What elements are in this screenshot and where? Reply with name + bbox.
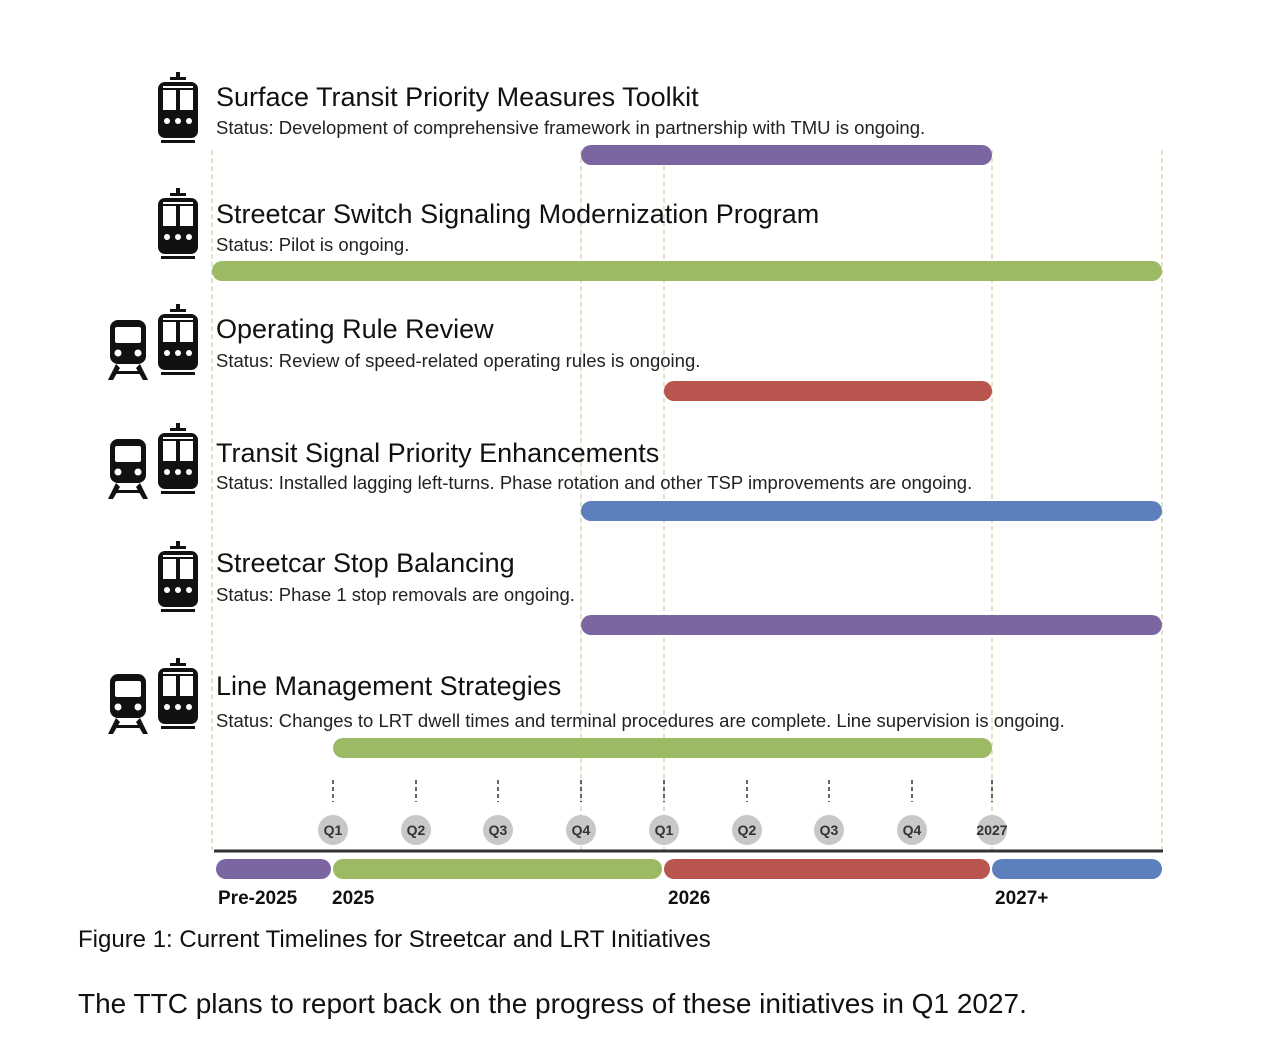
initiative-status: Status: Installed lagging left-turns. Phase rotation and other TSP improvements are ongoing. <box>216 472 973 493</box>
initiative-row <box>158 72 992 165</box>
period-label: 2027+ <box>995 888 1049 909</box>
initiative-status: Status: Review of speed-related operating rules is ongoing. <box>216 350 701 371</box>
streetcar-icon <box>158 188 198 259</box>
quarter-label: Q4 <box>571 822 591 838</box>
quarter-label: Q1 <box>323 822 343 838</box>
initiative-title: Operating Rule Review <box>216 314 494 344</box>
period-bar <box>216 859 331 879</box>
initiative-row <box>108 304 992 401</box>
period-label: 2026 <box>668 888 711 909</box>
initiative-status: Status: Phase 1 stop removals are ongoing. <box>216 584 575 605</box>
period-bar <box>664 859 990 879</box>
quarter-label: Q3 <box>819 822 839 838</box>
initiative-row <box>108 658 1065 758</box>
timeline-axis <box>214 780 1163 909</box>
streetcar-icon <box>158 72 198 143</box>
streetcar-icon <box>158 541 198 612</box>
initiative-title: Line Management Strategies <box>216 671 562 701</box>
initiative-title: Surface Transit Priority Measures Toolkit <box>216 82 699 112</box>
quarter-label: Q2 <box>406 822 426 838</box>
period-label: Pre-2025 <box>218 888 298 909</box>
quarter-label: Q2 <box>737 822 757 838</box>
timeline-bar <box>581 145 992 165</box>
initiative-row <box>158 188 1162 281</box>
lrt-train-icon <box>108 674 148 734</box>
initiative-title: Transit Signal Priority Enhancements <box>216 438 660 468</box>
initiative-row <box>158 541 1162 635</box>
figure-caption: Figure 1: Current Timelines for Streetcar and LRT Initiatives <box>78 926 711 953</box>
timeline-bar <box>333 738 992 758</box>
quarter-label: 2027 <box>976 822 1008 838</box>
lrt-train-icon <box>108 439 148 499</box>
lrt-train-icon <box>108 320 148 380</box>
initiative-rows <box>108 72 1162 758</box>
period-bar <box>992 859 1162 879</box>
streetcar-icon <box>158 658 198 729</box>
quarter-label: Q1 <box>654 822 674 838</box>
period-label: 2025 <box>332 888 375 909</box>
timeline-bar <box>581 501 1162 521</box>
initiative-status: Status: Changes to LRT dwell times and terminal procedures are complete. Line supervision is ongoing. <box>216 710 1065 731</box>
period-bar <box>333 859 662 879</box>
initiative-status: Status: Development of comprehensive framework in partnership with TMU is ongoing. <box>216 117 926 138</box>
timeline-bar <box>581 615 1162 635</box>
timeline-bar <box>212 261 1162 281</box>
initiative-status: Status: Pilot is ongoing. <box>216 234 410 255</box>
timeline-bar <box>664 381 992 401</box>
report-note: The TTC plans to report back on the progress of these initiatives in Q1 2027. <box>78 988 1027 1019</box>
initiative-row <box>108 423 1162 521</box>
streetcar-icon <box>158 423 198 494</box>
initiative-title: Streetcar Switch Signaling Modernization Program <box>216 199 820 229</box>
streetcar-icon <box>158 304 198 375</box>
quarter-label: Q3 <box>488 822 508 838</box>
quarter-label: Q4 <box>902 822 922 838</box>
initiative-title: Streetcar Stop Balancing <box>216 548 515 578</box>
